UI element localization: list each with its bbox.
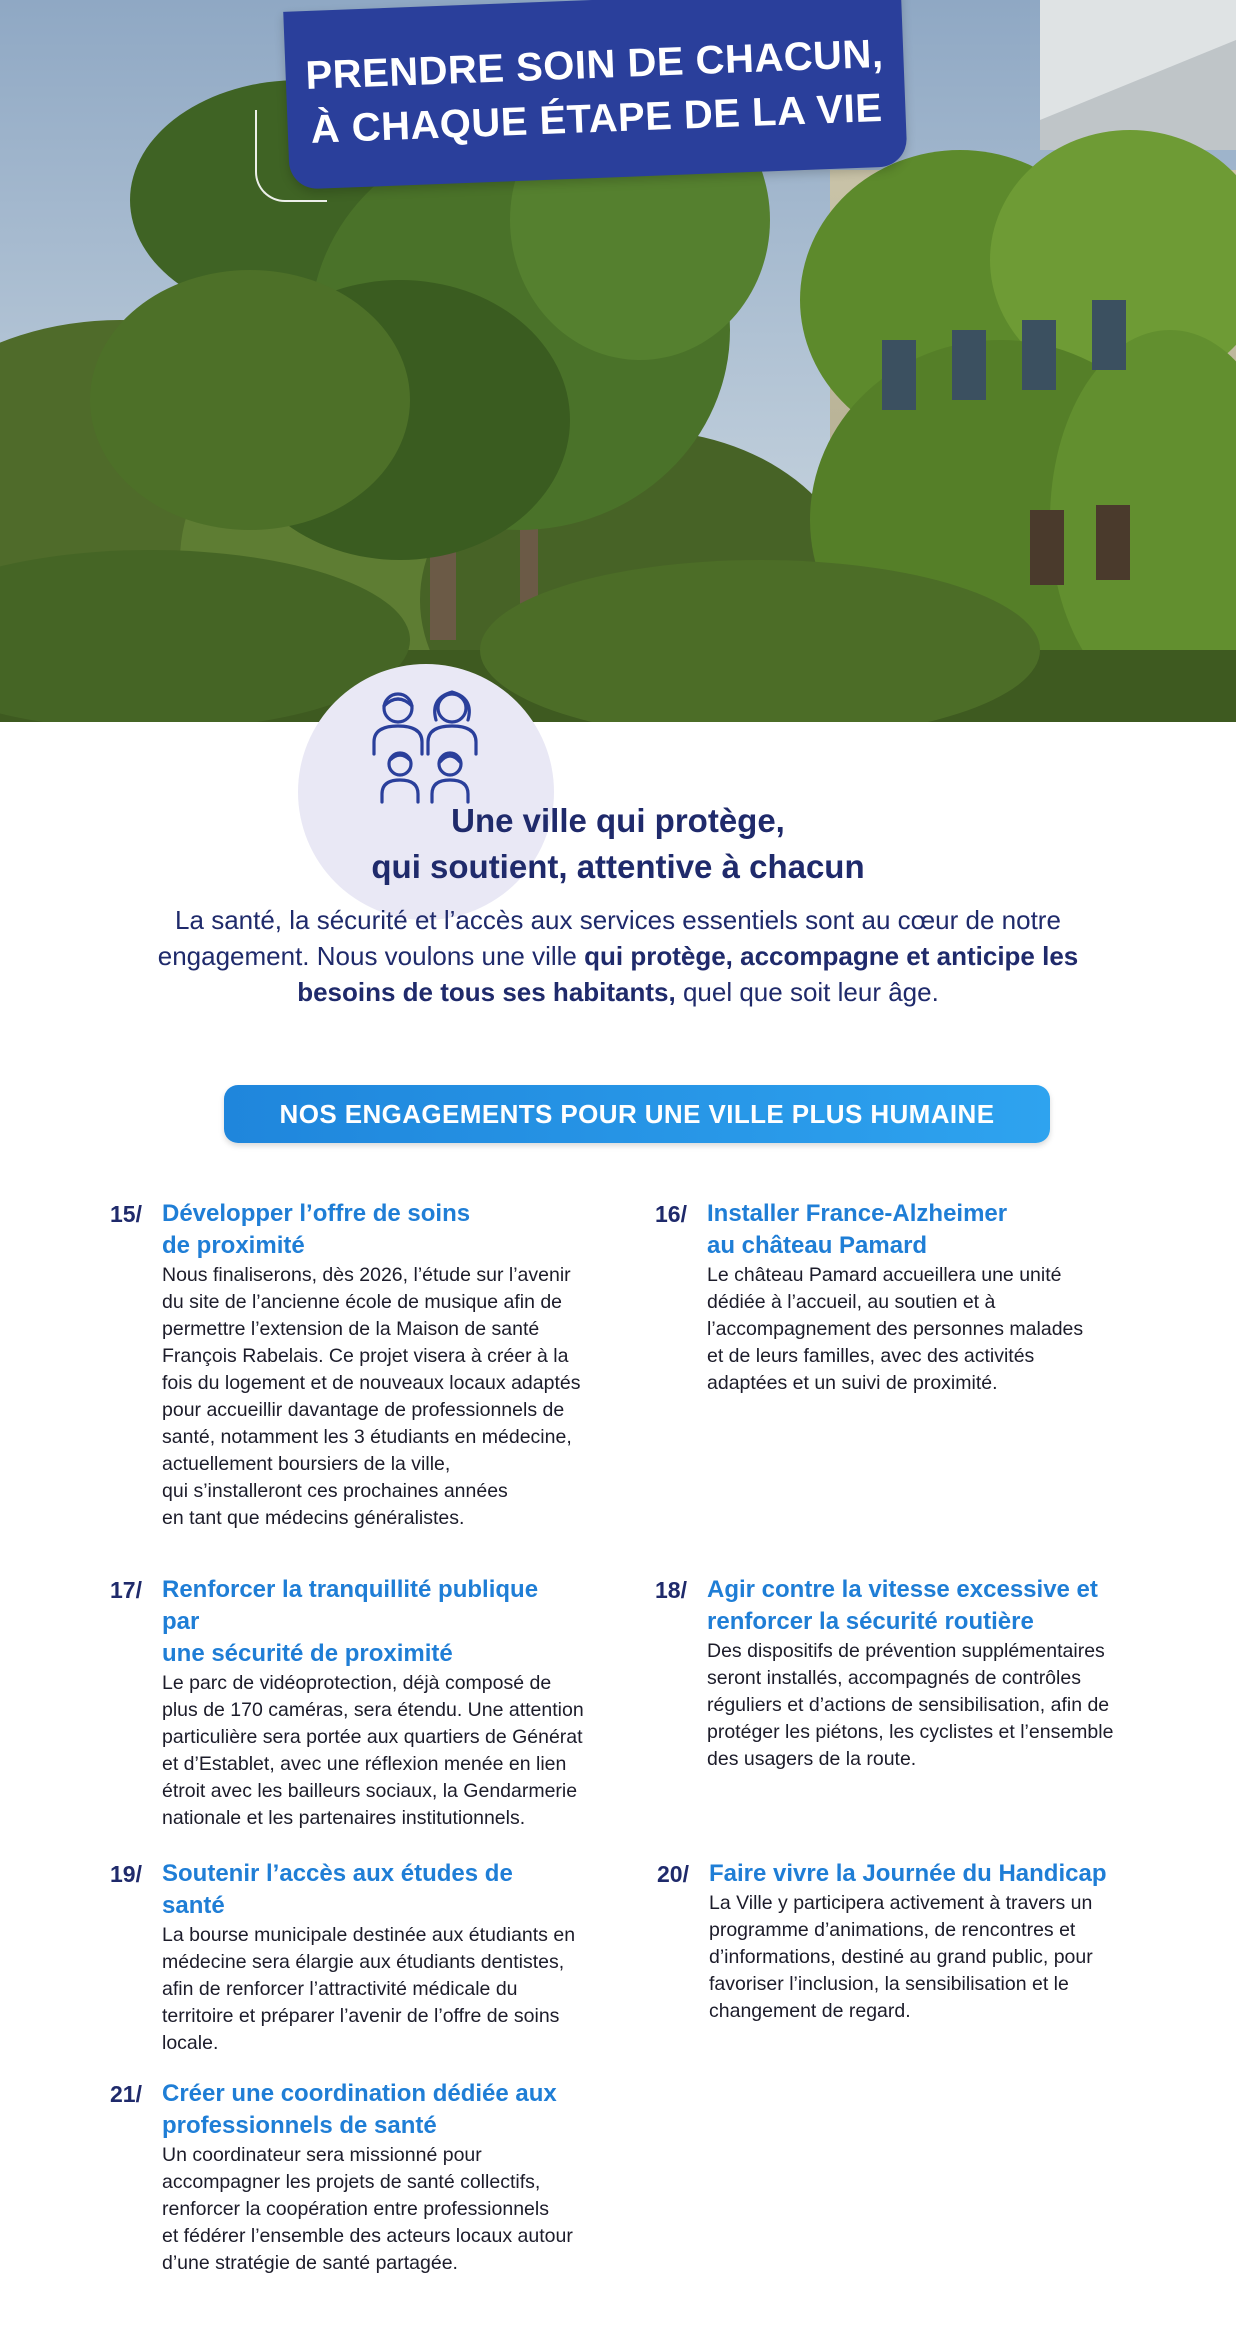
intro-heading-line-2: qui soutient, attentive à chacun (371, 848, 865, 885)
engagement-body (162, 1922, 580, 2057)
engagement-item (655, 1574, 1125, 1773)
engagement-body-line: territoire et préparer l’avenir de l’offre de soins (162, 2005, 560, 2027)
page-title-banner (283, 0, 907, 190)
engagement-number: 19/ (110, 1861, 142, 1887)
engagement-body-line: fois du logement et de nouveaux locaux adaptés (162, 1372, 581, 1394)
intro-text-part-1: La santé, la sécurité et l’accès aux services essentiels sont au cœur de notre engagement. Nous voulons une ville (157, 905, 1061, 971)
engagement-title-line: Renforcer la tranquillité publique par (162, 1576, 539, 1635)
engagement-body-line: Des dispositifs de prévention supplémentaires (707, 1640, 1105, 1662)
engagement-title-line: Agir contre la vitesse excessive et (707, 1576, 1098, 1603)
engagement-body-line: Un coordinateur sera missionné pour (162, 2144, 482, 2166)
engagement-title-line: Créer une coordination dédiée aux (162, 2080, 557, 2107)
engagement-body-line: particulière sera portée aux quartiers de Générat (162, 1726, 583, 1748)
engagement-title (707, 1574, 1125, 1638)
engagement-body-line: locale. (162, 2032, 219, 2054)
engagement-title (162, 1198, 580, 1262)
intro-text-part-3: quel que soit leur âge. (675, 977, 939, 1007)
engagement-body-line: accompagner les projets de santé collectifs, (162, 2171, 541, 2193)
engagement-item (657, 1858, 1127, 2025)
engagement-number: 17/ (110, 1577, 142, 1603)
engagement-item (110, 1198, 580, 1532)
engagement-body-line: changement de regard. (709, 2000, 911, 2022)
engagement-body-line: protéger les piétons, les cyclistes et l’ensemble (707, 1721, 1114, 1743)
engagement-title-line: Soutenir l’accès aux études de santé (162, 1860, 513, 1919)
engagement-body-line: adaptées et un suivi de proximité. (707, 1372, 998, 1394)
engagement-item (110, 1858, 580, 2057)
engagement-body-line: plus de 170 caméras, sera étendu. Une attention (162, 1699, 584, 1721)
engagement-body-line: dédiée à l’accueil, au soutien et à (707, 1291, 996, 1313)
engagement-body-line: programme d’animations, de rencontres et (709, 1919, 1076, 1941)
engagement-title (162, 2078, 580, 2142)
engagement-body-line: François Rabelais. Ce projet visera à créer à la (162, 1345, 569, 1367)
engagement-number: 18/ (655, 1577, 687, 1603)
engagement-body-line: réguliers et d’actions de sensibilisation, afin de (707, 1694, 1110, 1716)
engagement-number: 21/ (110, 2081, 142, 2107)
engagement-item (110, 1574, 584, 1832)
engagement-body-line: Nous finaliserons, dès 2026, l’étude sur l’avenir (162, 1264, 571, 1286)
engagement-title (162, 1574, 580, 1670)
engagement-body (162, 1670, 584, 1832)
intro-heading-line-1: Une ville qui protège, (451, 802, 785, 839)
engagement-title-line: professionnels de santé (162, 2112, 437, 2139)
engagement-body-line: et d’Establet, avec une réflexion menée en lien (162, 1753, 567, 1775)
engagement-title (709, 1858, 1127, 1890)
engagement-body-line: nationale et les partenaires institutionnels. (162, 1807, 526, 1829)
engagement-title-line: Installer France-Alzheimer (707, 1200, 1008, 1227)
engagement-title (162, 1858, 580, 1922)
engagement-number: 20/ (657, 1861, 689, 1887)
engagement-body-line: d’une stratégie de santé partagée. (162, 2252, 458, 2274)
intro-text-emphasis: qui protège, accompagne et anticipe les besoins de tous ses habitants, (297, 941, 1079, 1007)
engagement-title-line: au château Pamard (707, 1232, 928, 1259)
engagement-item (655, 1198, 1125, 1397)
engagement-body (707, 1638, 1125, 1773)
engagement-body-line: favoriser l’inclusion, la sensibilisation et le (709, 1973, 1069, 1995)
section-title-pill: NOS ENGAGEMENTS POUR UNE VILLE PLUS HUMAINE (224, 1085, 1050, 1143)
engagement-item (110, 2078, 580, 2277)
engagement-body-line: qui s’installeront ces prochaines années (162, 1480, 508, 1502)
intro-heading (300, 798, 936, 890)
intro-paragraph (150, 902, 1086, 1010)
engagement-body (162, 1262, 580, 1532)
engagement-body-line: renforcer la coopération entre professionnels (162, 2198, 549, 2220)
engagement-body-line: d’informations, destiné au grand public, pour (709, 1946, 1093, 1968)
engagement-body (162, 2142, 580, 2277)
engagement-number: 15/ (110, 1201, 142, 1227)
engagement-body-line: l’accompagnement des personnes malades (707, 1318, 1084, 1340)
engagement-body-line: du site de l’ancienne école de musique afin de (162, 1291, 563, 1313)
engagement-body-line: santé, notamment les 3 étudiants en médecine, (162, 1426, 572, 1448)
engagement-body-line: médecine sera élargie aux étudiants dentistes, (162, 1951, 565, 1973)
engagement-body-line: en tant que médecins généralistes. (162, 1507, 465, 1529)
engagement-body-line: La Ville y participera activement à travers un (709, 1892, 1093, 1914)
engagement-title-line: une sécurité de proximité (162, 1640, 453, 1667)
engagement-body-line: étroit avec les bailleurs sociaux, la Gendarmerie (162, 1780, 578, 1802)
family-icon (360, 680, 490, 810)
page-title-line-1: PRENDRE SOIN DE CHACUN, (304, 31, 885, 99)
hero-section (0, 0, 1236, 722)
engagement-body-line: afin de renforcer l’attractivité médicale du (162, 1978, 518, 2000)
engagement-title-line: de proximité (162, 1232, 305, 1259)
engagement-title-line: renforcer la sécurité routière (707, 1608, 1034, 1635)
engagement-body (709, 1890, 1127, 2025)
engagement-body (707, 1262, 1125, 1397)
engagement-body-line: actuellement boursiers de la ville, (162, 1453, 451, 1475)
engagement-body-line: Le château Pamard accueillera une unité (707, 1264, 1062, 1286)
engagement-body-line: seront installés, accompagnés de contrôles (707, 1667, 1081, 1689)
engagement-title-line: Développer l’offre de soins (162, 1200, 471, 1227)
engagement-body-line: pour accueillir davantage de professionnels de (162, 1399, 565, 1421)
engagement-body-line: des usagers de la route. (707, 1748, 917, 1770)
engagement-title (707, 1198, 1125, 1262)
engagement-body-line: La bourse municipale destinée aux étudiants en (162, 1924, 576, 1946)
page-title-line-2: À CHAQUE ÉTAPE DE LA VIE (309, 85, 884, 152)
engagement-body-line: et de leurs familles, avec des activités (707, 1345, 1035, 1367)
engagement-body-line: Le parc de vidéoprotection, déjà composé de (162, 1672, 552, 1694)
engagement-body-line: permettre l’extension de la Maison de santé (162, 1318, 540, 1340)
engagement-number: 16/ (655, 1201, 687, 1227)
engagement-body-line: et fédérer l’ensemble des acteurs locaux autour (162, 2225, 573, 2247)
engagement-title-line: Faire vivre la Journée du Handicap (709, 1860, 1107, 1887)
